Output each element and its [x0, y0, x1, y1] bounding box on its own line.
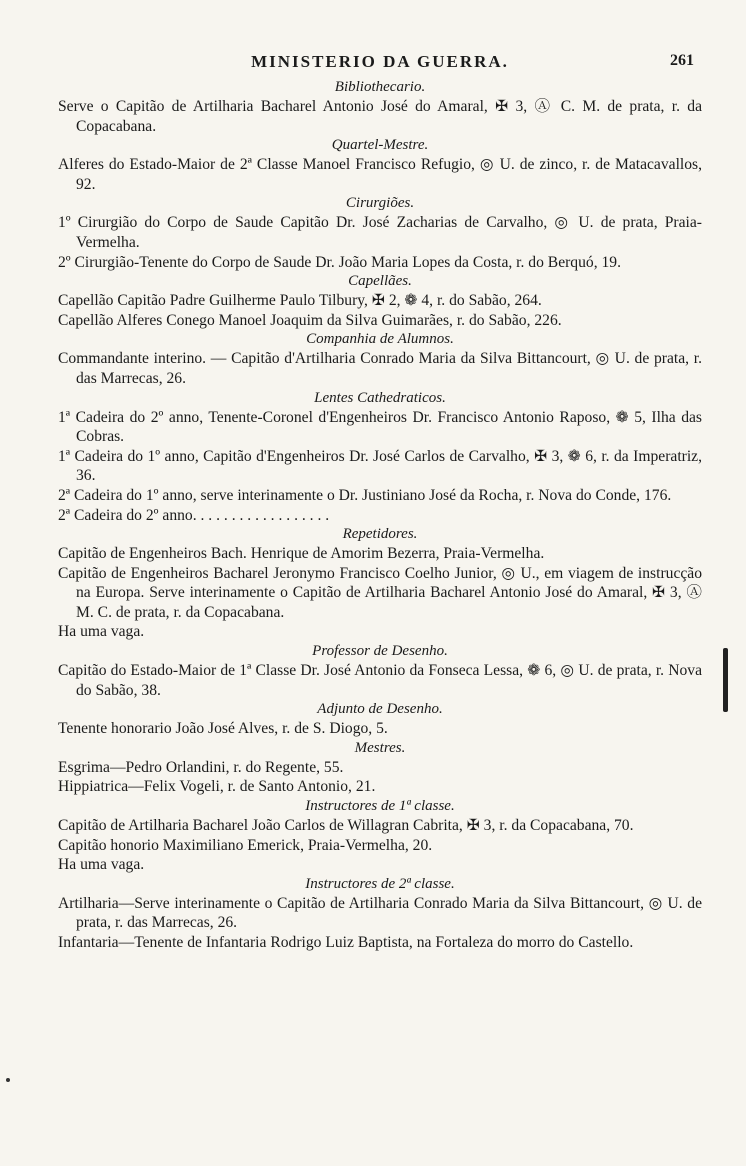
section-heading: Instructores de 1ª classe. — [305, 798, 455, 815]
directory-entry: 2º Cirurgião-Tenente do Corpo de Saude Dr. João Maria Lopes da Costa, r. do Berquó, 19. — [58, 253, 621, 271]
document-body — [58, 78, 702, 953]
section-heading: Mestres. — [354, 739, 406, 756]
section-heading: Repetidores. — [342, 526, 418, 543]
directory-entry: 1º Cirurgião do Corpo de Saude Capitão Dr. José Zacharias de Carvalho, ◎ U. de prata, Praia-Vermelha. — [58, 214, 702, 251]
section-heading: Instructores de 2ª classe. — [305, 875, 455, 892]
directory-entry: Esgrima—Pedro Orlandini, r. do Regente, 55. — [58, 758, 344, 776]
directory-entry: 1ª Cadeira do 2º anno, Tenente-Coronel d'Engenheiros Dr. Francisco Antonio Raposo, ❁ 5, Ilha das Cobras. — [58, 408, 702, 446]
section-heading: Adjunto de Desenho. — [317, 701, 443, 718]
section-heading: Capellães. — [348, 273, 412, 290]
directory-entry: 2ª Cadeira do 2º anno. . . . . . . . . . . . . . . . . . — [58, 506, 330, 524]
directory-entry: 2ª Cadeira do 1º anno, serve interinamente o Dr. Justiniano José da Rocha, r. Nova do Conde, 176. — [58, 486, 672, 504]
section-heading: Quartel-Mestre. — [331, 137, 429, 154]
directory-entry: Infantaria—Tenente de Infantaria Rodrigo Luiz Baptista, na Fortaleza do morro do Castello. — [58, 934, 634, 951]
section-heading: Companhia de Alumnos. — [306, 331, 454, 348]
margin-ink-mark — [723, 648, 728, 712]
directory-entry: Serve o Capitão de Artilharia Bacharel Antonio José do Amaral, ✠ 3, Ⓐ C. M. de prata, r. da Copacabana. — [58, 98, 702, 135]
directory-entry: Capitão de Engenheiros Bacharel Jeronymo Francisco Coelho Junior, ◎ U., em viagem de instrucção na Europa. Serve interinamente o Capitão de Artilharia Bacharel Antonio José do Amaral, ✠ 3, Ⓐ M. C. de prata, r. da Copacabana. — [58, 564, 702, 621]
directory-entry: Hippiatrica—Felix Vogeli, r. de Santo Antonio, 21. — [58, 778, 376, 796]
directory-entry: Tenente honorario João José Alves, r. de S. Diogo, 5. — [58, 720, 388, 738]
directory-entry: Capitão do Estado-Maior de 1ª Classe Dr. José Antonio da Fonseca Lessa, ❁ 6, ◎ U. de prata, r. Nova do Sabão, 38. — [58, 662, 702, 699]
section-heading: Bibliothecario. — [334, 79, 426, 95]
page-header — [58, 52, 702, 78]
directory-entry: Capitão de Artilharia Bacharel João Carlos de Willagran Cabrita, ✠ 3, r. da Copacabana, 70. — [58, 817, 634, 835]
page-title: MINISTERIO DA GUERRA. — [251, 52, 509, 71]
directory-entry: Capitão honorio Maximiliano Emerick, Praia-Vermelha, 20. — [58, 836, 433, 854]
margin-dot — [6, 1078, 10, 1082]
directory-entry: Alferes do Estado-Maior de 2ª Classe Manoel Francisco Refugio, ◎ U. de zinco, r. de Matacavallos, 92. — [58, 156, 702, 193]
section-heading: Professor de Desenho. — [312, 643, 448, 660]
directory-entry: Capellão Alferes Conego Manoel Joaquim da Silva Guimarães, r. do Sabão, 226. — [58, 311, 562, 329]
directory-entry: 1ª Cadeira do 1º anno, Capitão d'Engenheiros Dr. José Carlos de Carvalho, ✠ 3, ❁ 6, r. da Imperatriz, 36. — [58, 447, 702, 485]
directory-entry: Ha uma vaga. — [58, 623, 145, 641]
directory-entry: Capellão Capitão Padre Guilherme Paulo Tilbury, ✠ 2, ❁ 4, r. do Sabão, 264. — [58, 292, 542, 310]
directory-entry: Capitão de Engenheiros Bach. Henrique de Amorim Bezerra, Praia-Vermelha. — [58, 545, 545, 563]
directory-entry: Artilharia—Serve interinamente o Capitão de Artilharia Conrado Maria da Silva Bittancourt, ◎ U. de prata, r. das Marrecas, 26. — [58, 894, 702, 932]
directory-entry: Ha uma vaga. — [58, 856, 145, 874]
page-number: 261 — [670, 52, 694, 69]
section-heading: Lentes Cathedraticos. — [314, 389, 446, 406]
directory-entry: Commandante interino. — Capitão d'Artilharia Conrado Maria da Silva Bittancourt, ◎ U. de prata, r. das Marrecas, 26. — [58, 350, 702, 387]
section-heading: Cirurgiões. — [345, 195, 415, 212]
